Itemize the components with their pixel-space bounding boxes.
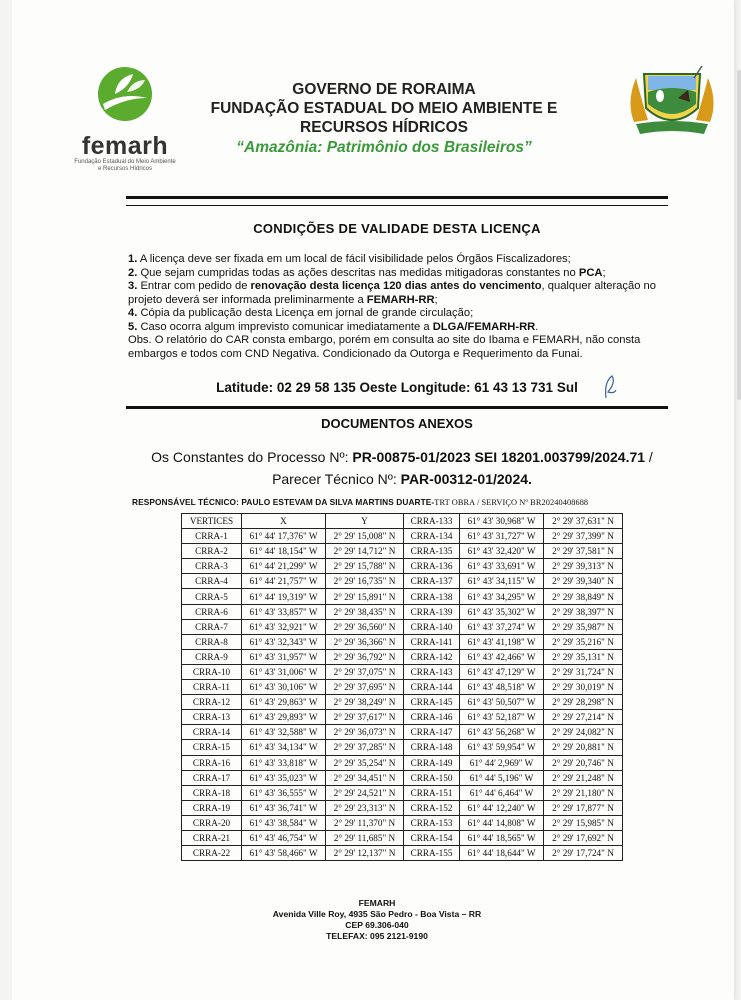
- table-cell: 61° 43' 34,115" W: [460, 574, 544, 589]
- table-cell: 2° 29' 36,366" N: [326, 634, 404, 649]
- table-header-cell: Y: [326, 514, 404, 529]
- table-cell: 2° 29' 11,370" N: [326, 815, 404, 830]
- table-cell: CRRA-154: [404, 830, 460, 845]
- table-cell: 2° 29' 17,724" N: [544, 846, 623, 861]
- table-cell: CRRA-150: [404, 770, 460, 785]
- leaf-logo-icon: [93, 64, 157, 128]
- table-cell: 61° 43' 48,518" W: [460, 680, 544, 695]
- conditions-title: CONDIÇÕES DE VALIDADE DESTA LICENÇA: [253, 221, 541, 236]
- table-cell: CRRA-146: [404, 710, 460, 725]
- table-cell: CRRA-17: [182, 770, 242, 785]
- table-cell: 2° 29' 37,075" N: [326, 664, 404, 679]
- table-cell: 61° 44' 19,319" W: [242, 589, 326, 604]
- table-row: [182, 574, 623, 589]
- footer-line-1: FEMARH: [358, 898, 396, 908]
- table-cell: CRRA-137: [404, 574, 460, 589]
- header-line-2: FUNDAÇÃO ESTADUAL DO MEIO AMBIENTE E: [210, 100, 558, 117]
- table-cell: 61° 43' 36,741" W: [242, 800, 326, 815]
- conditions-list: [128, 253, 678, 361]
- table-cell: CRRA-22: [182, 846, 242, 861]
- letterhead: [184, 80, 584, 158]
- table-cell: 61° 43' 35,023" W: [242, 770, 326, 785]
- table-cell: CRRA-5: [182, 589, 242, 604]
- table-cell: 2° 29' 39,340" N: [544, 574, 623, 589]
- table-cell: 61° 43' 47,129" W: [460, 664, 544, 679]
- table-cell: 2° 29' 38,849" N: [544, 589, 623, 604]
- table-cell: CRRA-19: [182, 800, 242, 815]
- table-cell: 61° 43' 42,466" W: [460, 649, 544, 664]
- table-cell: 2° 29' 27,214" N: [544, 710, 623, 725]
- table-cell: 2° 29' 17,692" N: [544, 830, 623, 845]
- table-cell: 61° 43' 34,134" W: [242, 740, 326, 755]
- condition-item: 4. Cópia da publicação desta Licença em jornal de grande circulação;: [128, 307, 474, 319]
- table-cell: 61° 43' 36,555" W: [242, 785, 326, 800]
- header-line-3: RECURSOS HÍDRICOS: [300, 119, 468, 136]
- table-cell: CRRA-152: [404, 800, 460, 815]
- table-cell: 2° 29' 36,560" N: [326, 619, 404, 634]
- table-cell: 61° 44' 14,808" W: [460, 815, 544, 830]
- lat-long-line: [126, 380, 668, 395]
- condition-item: 3. Entrar com pedido de renovação desta licença 120 dias antes do vencimento, qualquer alteração no projeto deverá ser informada preliminarmente a FEMARH-RR;: [128, 280, 656, 306]
- table-cell: 61° 43' 31,957" W: [242, 649, 326, 664]
- table-cell: 61° 43' 50,507" W: [460, 695, 544, 710]
- table-cell: CRRA-16: [182, 755, 242, 770]
- documents-title: DOCUMENTOS ANEXOS: [321, 416, 473, 431]
- table-row: [182, 830, 623, 845]
- table-cell: 61° 43' 31,727" W: [460, 529, 544, 544]
- table-cell: CRRA-136: [404, 559, 460, 574]
- table-cell: 2° 29' 37,617" N: [326, 710, 404, 725]
- table-row: [182, 529, 623, 544]
- table-cell: CRRA-4: [182, 574, 242, 589]
- table-cell: 61° 43' 59,954" W: [460, 740, 544, 755]
- table-row: [182, 695, 623, 710]
- table-row: [182, 725, 623, 740]
- table-cell: 61° 44' 6,464" W: [460, 785, 544, 800]
- table-cell: CRRA-3: [182, 559, 242, 574]
- table-cell: CRRA-155: [404, 846, 460, 861]
- document-page: [12, 0, 734, 1000]
- table-cell: 2° 29' 36,073" N: [326, 725, 404, 740]
- table-row: [182, 680, 623, 695]
- table-cell: 2° 29' 24,521" N: [326, 785, 404, 800]
- table-cell: 61° 43' 41,198" W: [460, 634, 544, 649]
- table-cell: 2° 29' 28,298" N: [544, 695, 623, 710]
- table-cell: CRRA-140: [404, 619, 460, 634]
- table-cell: CRRA-15: [182, 740, 242, 755]
- footer-address: [212, 898, 542, 942]
- table-row: [182, 604, 623, 619]
- vertices-table: [181, 513, 623, 861]
- table-cell: CRRA-138: [404, 589, 460, 604]
- table-cell: 2° 29' 37,285" N: [326, 740, 404, 755]
- table-cell: 61° 43' 38,584" W: [242, 815, 326, 830]
- table-cell: 61° 43' 32,921" W: [242, 619, 326, 634]
- table-cell: 61° 43' 56,268" W: [460, 725, 544, 740]
- table-cell: 2° 29' 38,397" N: [544, 604, 623, 619]
- table-cell: 61° 43' 29,863" W: [242, 695, 326, 710]
- table-header-cell: X: [242, 514, 326, 529]
- table-cell: 61° 43' 33,818" W: [242, 755, 326, 770]
- table-cell: 61° 44' 5,196" W: [460, 770, 544, 785]
- table-cell: CRRA-133: [404, 514, 460, 529]
- footer-line-4: TELEFAX: 095 2121-9190: [326, 931, 428, 941]
- table-cell: CRRA-139: [404, 604, 460, 619]
- table-cell: 61° 43' 32,343" W: [242, 634, 326, 649]
- table-cell: 61° 43' 52,187" W: [460, 710, 544, 725]
- table-cell: 61° 44' 2,969" W: [460, 755, 544, 770]
- table-cell: CRRA-10: [182, 664, 242, 679]
- table-cell: CRRA-9: [182, 649, 242, 664]
- table-cell: 2° 29' 35,987" N: [544, 619, 623, 634]
- technical-responsible: RESPONSÁVEL TÉCNICO: PAULO ESTEVAM DA SILVA MARTINS DUARTE-TRT OBRA / SERVIÇO Nº BR20240408688: [132, 497, 589, 507]
- table-header-cell: VERTICES: [182, 514, 242, 529]
- header-motto: “Amazônia: Patrimônio dos Brasileiros”: [236, 139, 532, 156]
- table-cell: 2° 29' 20,881" N: [544, 740, 623, 755]
- table-cell: CRRA-135: [404, 544, 460, 559]
- table-cell: 2° 29' 30,019" N: [544, 680, 623, 695]
- table-cell: 61° 43' 37,274" W: [460, 619, 544, 634]
- table-row: [182, 740, 623, 755]
- table-row: [182, 800, 623, 815]
- table-cell: 2° 29' 38,249" N: [326, 695, 404, 710]
- table-cell: 2° 29' 24,082" N: [544, 725, 623, 740]
- table-cell: 61° 44' 12,240" W: [460, 800, 544, 815]
- table-cell: CRRA-12: [182, 695, 242, 710]
- logo-wordmark: femarh: [81, 132, 169, 160]
- table-cell: 2° 29' 14,712" N: [326, 544, 404, 559]
- table-cell: CRRA-20: [182, 815, 242, 830]
- table-cell: 61° 43' 58,466" W: [242, 846, 326, 861]
- table-row: [182, 559, 623, 574]
- table-cell: CRRA-149: [404, 755, 460, 770]
- scrollbar[interactable]: [737, 70, 741, 400]
- table-cell: CRRA-153: [404, 815, 460, 830]
- table-row: [182, 619, 623, 634]
- femarh-logo: [60, 64, 190, 173]
- table-cell: 61° 43' 31,006" W: [242, 664, 326, 679]
- table-cell: 2° 29' 16,735" N: [326, 574, 404, 589]
- table-cell: CRRA-2: [182, 544, 242, 559]
- table-cell: 2° 29' 37,695" N: [326, 680, 404, 695]
- table-cell: CRRA-8: [182, 634, 242, 649]
- table-cell: CRRA-148: [404, 740, 460, 755]
- table-cell: 61° 43' 30,968" W: [460, 514, 544, 529]
- logo-subtitle-1: Fundação Estadual do Meio Ambiente: [74, 159, 176, 165]
- table-cell: 2° 29' 35,254" N: [326, 755, 404, 770]
- table-header-row: [182, 514, 623, 529]
- header-line-1: GOVERNO DE RORAIMA: [292, 81, 476, 98]
- table-row: [182, 785, 623, 800]
- table-cell: 61° 43' 35,302" W: [460, 604, 544, 619]
- table-cell: 2° 29' 38,435" N: [326, 604, 404, 619]
- table-cell: CRRA-18: [182, 785, 242, 800]
- table-row: [182, 544, 623, 559]
- table-cell: CRRA-151: [404, 785, 460, 800]
- table-row: [182, 755, 623, 770]
- table-cell: CRRA-11: [182, 680, 242, 695]
- table-cell: 61° 44' 18,154" W: [242, 544, 326, 559]
- signature-mark-icon: [602, 372, 618, 402]
- table-cell: 2° 29' 11,685" N: [326, 830, 404, 845]
- table-cell: 2° 29' 15,788" N: [326, 559, 404, 574]
- table-row: [182, 634, 623, 649]
- table-row: [182, 770, 623, 785]
- table-cell: 2° 29' 12,137" N: [326, 846, 404, 861]
- table-cell: 2° 29' 34,451" N: [326, 770, 404, 785]
- divider-middle: [126, 406, 668, 409]
- table-cell: 2° 29' 36,792" N: [326, 649, 404, 664]
- table-cell: CRRA-144: [404, 680, 460, 695]
- footer-line-3: CEP 69.306-040: [345, 920, 409, 930]
- table-cell: CRRA-143: [404, 664, 460, 679]
- table-cell: 2° 29' 37,399" N: [544, 529, 623, 544]
- divider-top: [126, 196, 668, 206]
- table-cell: 61° 43' 32,588" W: [242, 725, 326, 740]
- table-cell: CRRA-13: [182, 710, 242, 725]
- table-cell: 2° 29' 39,313" N: [544, 559, 623, 574]
- table-cell: 2° 29' 15,008" N: [326, 529, 404, 544]
- condition-item: 1. A licença deve ser fixada em um local de fácil visibilidade pelos Órgãos Fiscalizadores;: [128, 253, 571, 265]
- table-cell: CRRA-142: [404, 649, 460, 664]
- table-cell: 2° 29' 15,985" N: [544, 815, 623, 830]
- table-cell: 61° 43' 33,857" W: [242, 604, 326, 619]
- table-cell: 61° 43' 46,754" W: [242, 830, 326, 845]
- table-cell: 2° 29' 21,180" N: [544, 785, 623, 800]
- table-cell: 61° 43' 30,106" W: [242, 680, 326, 695]
- condition-item: 2. Que sejam cumpridas todas as ações descritas nas medidas mitigadoras constantes no PCA;: [128, 266, 606, 279]
- table-cell: CRRA-14: [182, 725, 242, 740]
- lat-long-text: Latitude: 02 29 58 135 Oeste Longitude: 61 43 13 731 Sul: [216, 380, 578, 395]
- table-row: [182, 589, 623, 604]
- table-cell: 61° 44' 18,644" W: [460, 846, 544, 861]
- process-info: Os Constantes do Processo Nº: PR-00875-01/2023 SEI 18201.003799/2024.71 / Parecer Técnico Nº: PAR-00312-01/2024.: [151, 449, 653, 487]
- table-cell: CRRA-141: [404, 634, 460, 649]
- observation-note: Obs. O relatório do CAR consta embargo, porém em consulta ao site do Ibama e FEMARH, não consta embargos e todos com CND Negativa. Condicionado da Outorga e Requerimento da Funai.: [128, 334, 641, 360]
- table-cell: 61° 43' 33,691" W: [460, 559, 544, 574]
- footer-line-2: Avenida Ville Roy, 4935 São Pedro - Boa Vista – RR: [272, 909, 482, 919]
- table-cell: 61° 43' 29,893" W: [242, 710, 326, 725]
- table-cell: 61° 44' 21,299" W: [242, 559, 326, 574]
- table-cell: 61° 44' 17,376" W: [242, 529, 326, 544]
- table-cell: 2° 29' 37,631" N: [544, 514, 623, 529]
- table-cell: 2° 29' 37,581" N: [544, 544, 623, 559]
- table-cell: 2° 29' 20,746" N: [544, 755, 623, 770]
- table-cell: 2° 29' 15,891" N: [326, 589, 404, 604]
- table-cell: CRRA-21: [182, 830, 242, 845]
- state-crest-icon: [622, 62, 722, 146]
- table-row: [182, 846, 623, 861]
- table-row: [182, 664, 623, 679]
- table-row: [182, 815, 623, 830]
- logo-subtitle-2: e Recursos Hídricos: [97, 166, 153, 172]
- table-cell: 61° 44' 21,757" W: [242, 574, 326, 589]
- table-cell: CRRA-6: [182, 604, 242, 619]
- table-cell: CRRA-145: [404, 695, 460, 710]
- condition-item: 5. Caso ocorra algum imprevisto comunicar imediatamente a DLGA/FEMARH-RR.: [128, 320, 539, 333]
- table-cell: 61° 43' 34,295" W: [460, 589, 544, 604]
- table-cell: 61° 43' 32,420" W: [460, 544, 544, 559]
- table-cell: 2° 29' 17,877" N: [544, 800, 623, 815]
- table-cell: 2° 29' 21,248" N: [544, 770, 623, 785]
- table-cell: CRRA-147: [404, 725, 460, 740]
- table-cell: 2° 29' 23,313" N: [326, 800, 404, 815]
- table-row: [182, 710, 623, 725]
- table-cell: CRRA-1: [182, 529, 242, 544]
- table-cell: 2° 29' 31,724" N: [544, 664, 623, 679]
- table-row: [182, 649, 623, 664]
- table-cell: CRRA-134: [404, 529, 460, 544]
- table-cell: CRRA-7: [182, 619, 242, 634]
- table-cell: 2° 29' 35,216" N: [544, 634, 623, 649]
- table-cell: 61° 44' 18,565" W: [460, 830, 544, 845]
- table-cell: 2° 29' 35,131" N: [544, 649, 623, 664]
